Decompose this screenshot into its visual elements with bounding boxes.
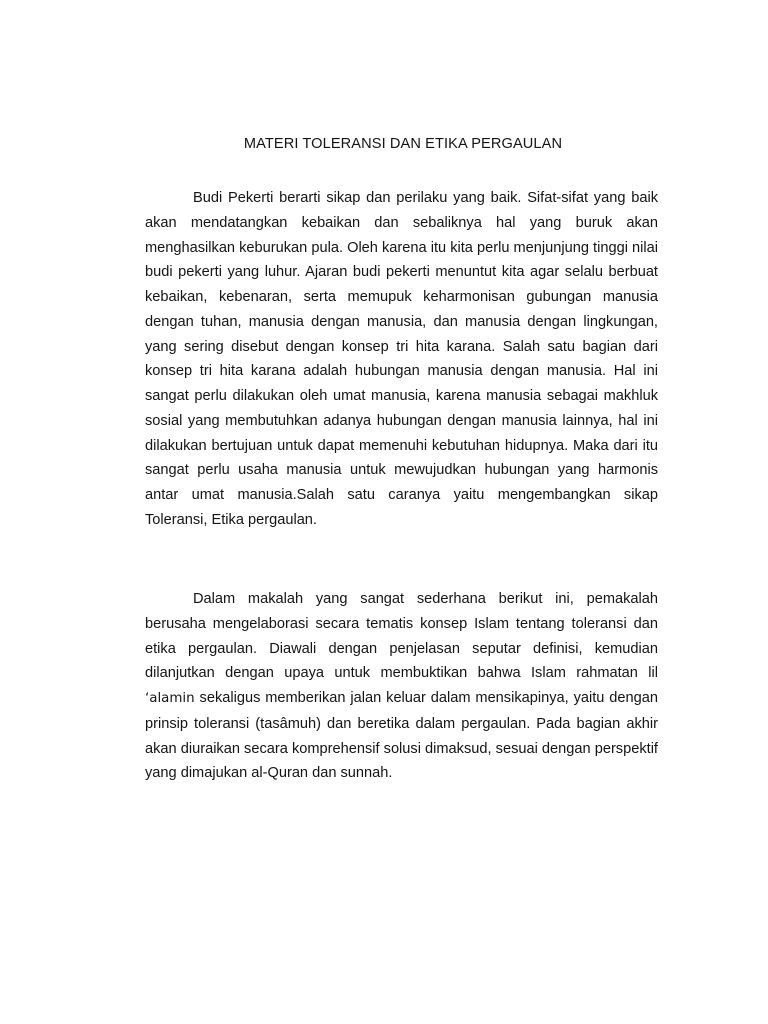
alamin-term: ʻalamin xyxy=(145,691,195,706)
paragraph-makalah-text-start: Dalam makalah yang sangat sederhana berikut ini, pemakalah berusaha mengelaborasi secara tematis konsep Islam tentang toleransi dan etika pergaulan. Diawali dengan penjelasan seputar definisi, kemudian dilanjutkan dengan upaya untuk membuktikan bahwa Islam rahmatan lil xyxy=(145,591,658,682)
paragraph-makalah xyxy=(145,587,658,786)
paragraph-budi-pekerti: Budi Pekerti berarti sikap dan perilaku yang baik. Sifat-sifat yang baik akan mendatangkan kebaikan dan sebaliknya hal yang buruk akan menghasilkan keburukan pula. Oleh karena itu kita perlu menjunjung tinggi nilai budi pekerti yang luhur. Ajaran budi pekerti menuntut kita agar selalu berbuat kebaikan, kebenaran, serta memupuk keharmonisan gubungan manusia dengan tuhan, manusia dengan manusia, dan manusia dengan lingkungan, yang sering disebut dengan konsep tri hita karana. Salah satu bagian dari konsep tri hita karana adalah hubungan manusia dengan manusia. Hal ini sangat perlu dilakukan oleh umat manusia, karena manusia sebagai makhluk sosial yang membutuhkan adanya hubungan dengan manusia lainnya, hal ini dilakukan bertujuan untuk dapat memenuhi kebutuhan hidupnya. Maka dari itu sangat perlu usaha manusia untuk mewujudkan hubungan yang harmonis antar umat manusia.Salah satu caranya yaitu mengembangkan sikap Toleransi, Etika pergaulan. xyxy=(145,190,658,528)
paragraph-makalah-text-end: sekaligus memberikan jalan keluar dalam mensikapinya, yaitu dengan prinsip toleransi (tasâmuh) dan beretika dalam pergaulan. Pada bagian akhir akan diuraikan secara komprehensif solusi dimaksud, sesuai dengan perspektif yang dimajukan al-Quran dan sunnah. xyxy=(145,690,658,782)
document-title: MATERI TOLERANSI DAN ETIKA PERGAULAN xyxy=(243,136,563,152)
